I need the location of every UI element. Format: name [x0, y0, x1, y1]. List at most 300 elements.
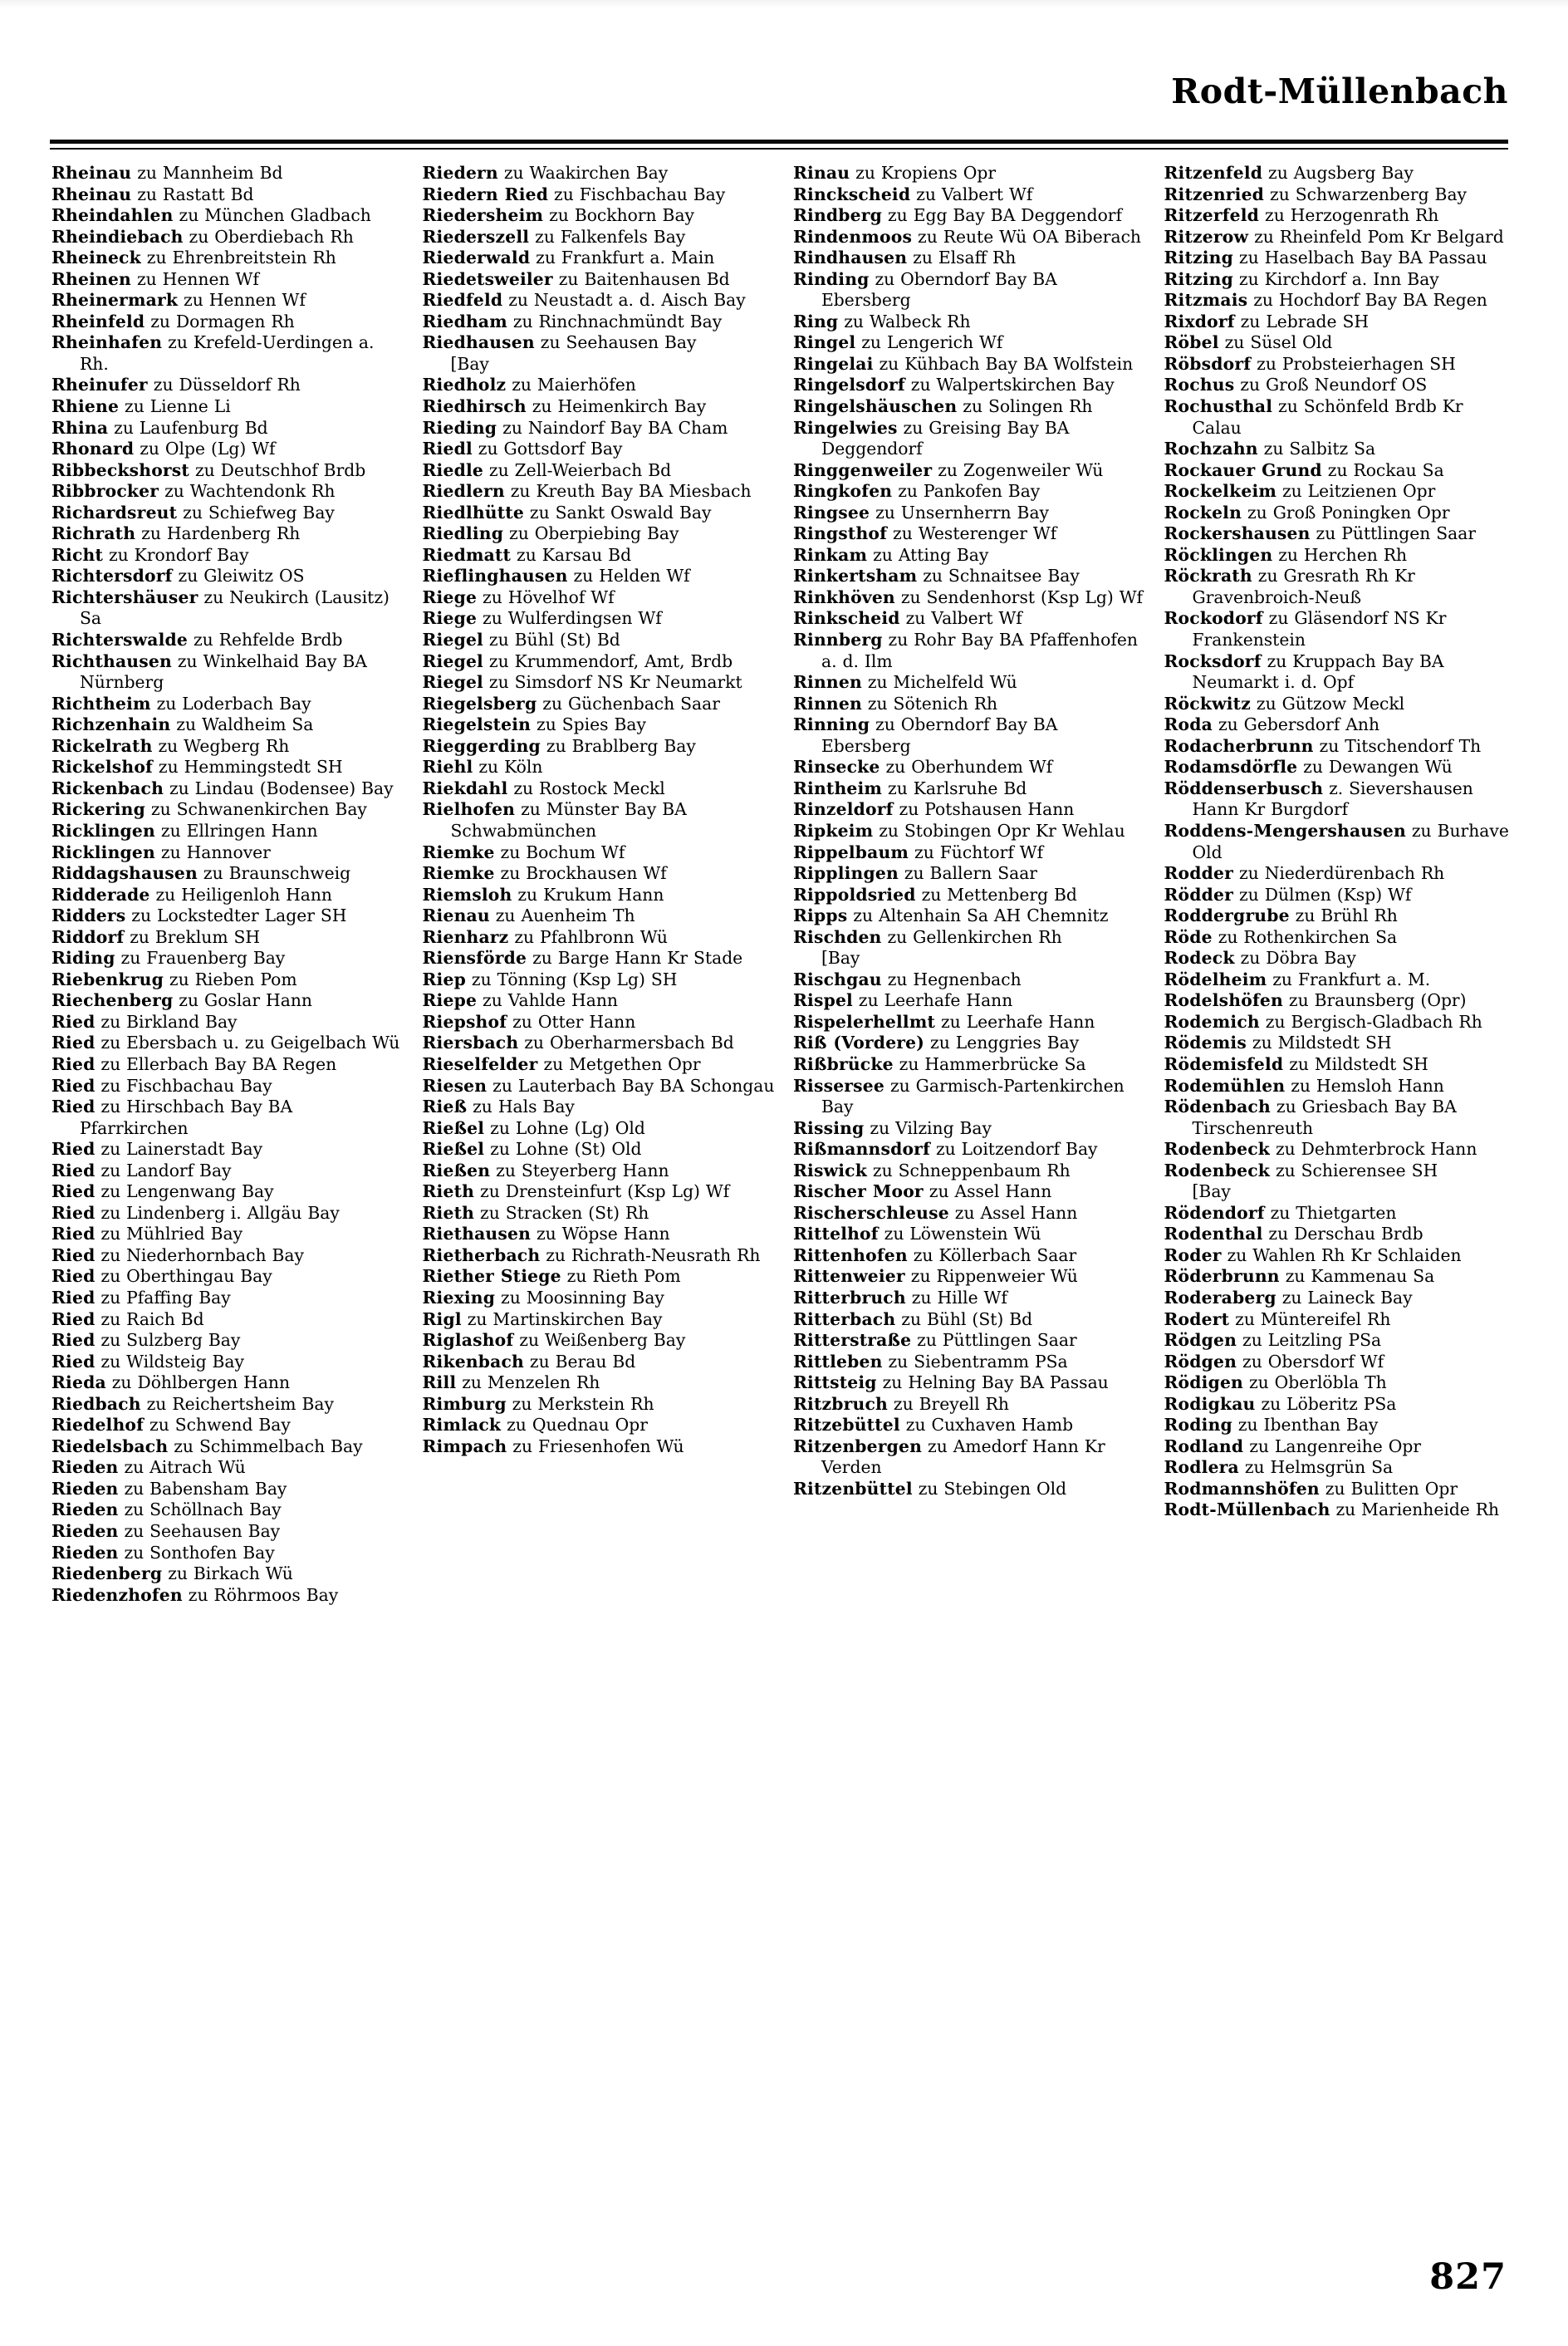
- entry-headword: Rochzahn: [1164, 439, 1258, 459]
- entry-reference: zu Maierhöfen: [506, 375, 636, 395]
- entry-headword: Rinnen: [793, 693, 862, 714]
- entry-headword: Rheinen: [51, 268, 132, 289]
- gazetteer-entry: [423, 503, 776, 524]
- entry-reference: zu Lohne (Lg) Old: [484, 1117, 645, 1138]
- gazetteer-entry: [793, 1352, 1146, 1373]
- gazetteer-entry: [51, 1224, 404, 1245]
- entry-headword: Rödemisfeld: [1164, 1053, 1284, 1074]
- entry-reference: zu Lainerstadt Bay: [95, 1139, 263, 1160]
- entry-headword: Rodenbeck: [1164, 1139, 1270, 1160]
- gazetteer-entry: [51, 418, 404, 439]
- entry-headword: Riegel: [422, 672, 483, 693]
- gazetteer-entry: [51, 481, 404, 503]
- gazetteer-entry: [793, 1161, 1146, 1182]
- entry-headword: Roddergrube: [1164, 906, 1290, 926]
- entry-reference: zu Falkenfels Bay: [529, 226, 686, 247]
- gazetteer-entry: [1164, 778, 1517, 821]
- gazetteer-entry: [51, 842, 404, 864]
- gazetteer-entry: [793, 630, 1146, 672]
- gazetteer-entry: [793, 694, 1146, 715]
- entry-headword: Riebenkrug: [51, 969, 164, 989]
- entry-reference: zu Brablberg Bay: [540, 735, 696, 756]
- gazetteer-entry: [793, 375, 1146, 396]
- gazetteer-entry: [793, 969, 1146, 991]
- entry-headword: Richtershäuser: [51, 586, 198, 607]
- entry-headword: Roddens-Mengershausen: [1164, 820, 1406, 841]
- entry-headword: Röbel: [1164, 332, 1219, 353]
- gazetteer-entry: [1164, 396, 1517, 439]
- entry-reference: zu Lohne (St) Old: [484, 1139, 642, 1160]
- entry-reference: zu Stobingen Opr Kr Wehlau: [873, 820, 1125, 841]
- entry-reference: zu Olpe (Lg) Wf: [134, 439, 276, 459]
- entry-reference: zu Waldheim Sa: [170, 714, 314, 735]
- entry-reference: zu Gellenkirchen Rh [Bay: [821, 926, 1154, 969]
- entry-headword: Riechenberg: [51, 990, 174, 1011]
- gazetteer-entry: [423, 1161, 776, 1182]
- entry-reference: zu Cuxhaven Hamb: [899, 1415, 1074, 1436]
- entry-reference: zu Sonthofen Bay: [118, 1542, 275, 1563]
- entry-reference: zu Kruppach Bay BA Neumarkt i. d. Opf: [1192, 650, 1450, 693]
- gazetteer-entry: [1164, 375, 1517, 396]
- gazetteer-entry: [423, 1288, 776, 1309]
- entry-headword: Rißbrücke: [793, 1053, 894, 1074]
- entry-reference: zu Löberitz PSa: [1255, 1393, 1397, 1414]
- entry-headword: Riedhausen: [422, 332, 535, 353]
- gazetteer-entry: [51, 1309, 404, 1331]
- gazetteer-entry: [793, 332, 1146, 354]
- entry-headword: Ringelwies: [793, 417, 898, 438]
- gazetteer-entry: [51, 1288, 404, 1309]
- entry-reference: zu Leitzling PSa: [1237, 1330, 1382, 1351]
- entry-headword: Rödgen: [1164, 1330, 1237, 1351]
- entry-reference: zu Niederhornbach Bay: [95, 1244, 304, 1265]
- gazetteer-entry: [423, 885, 776, 906]
- gazetteer-entry: [423, 863, 776, 885]
- entry-reference: zu Bulitten Opr: [1319, 1478, 1458, 1499]
- entry-headword: Rinkhöven: [793, 586, 895, 607]
- gazetteer-entry: [423, 1033, 776, 1054]
- gazetteer-entry: [793, 523, 1146, 545]
- gazetteer-entry: [51, 630, 404, 651]
- entry-headword: Rödenbach: [1164, 1097, 1271, 1117]
- entry-reference: zu Wildsteig Bay: [95, 1351, 244, 1372]
- entry-headword: Ried: [51, 1202, 96, 1223]
- entry-reference: zu Oberndorf Bay BA Ebersberg: [821, 268, 1063, 311]
- entry-headword: Röderbrunn: [1164, 1266, 1280, 1287]
- gazetteer-entry: [51, 290, 404, 312]
- entry-headword: Ried: [51, 1287, 96, 1308]
- entry-reference: zu Dewangen Wü: [1297, 757, 1453, 778]
- entry-headword: Rigl: [422, 1308, 462, 1329]
- entry-reference: zu Gebersdorf Anh: [1213, 714, 1380, 735]
- entry-reference: zu Füchtorf Wf: [909, 842, 1044, 862]
- gazetteer-entry: [1164, 1033, 1517, 1054]
- entry-headword: Rixdorf: [1164, 311, 1235, 331]
- entry-reference: zu Oberpiebing Bay: [503, 523, 679, 544]
- entry-reference: zu Walpertskirchen Bay: [904, 375, 1115, 395]
- gazetteer-entry: [1164, 269, 1517, 291]
- entry-headword: Riemke: [422, 863, 495, 884]
- entry-reference: zu Potshausen Hann: [893, 799, 1075, 820]
- gazetteer-entry: [793, 503, 1146, 524]
- entry-reference: zu Valbert Wf: [910, 184, 1033, 204]
- entry-reference: zu Lockstedter Lager SH: [125, 906, 347, 926]
- entry-headword: Ripkeim: [793, 820, 874, 841]
- gazetteer-entry: [51, 1181, 404, 1203]
- entry-headword: Ried: [51, 1181, 96, 1202]
- entry-reference: zu Dehmterbrock Hann: [1270, 1139, 1477, 1160]
- entry-headword: Riß (Vordere): [793, 1033, 925, 1053]
- gazetteer-entry: [793, 926, 1154, 969]
- gazetteer-entry: [423, 418, 776, 439]
- gazetteer-entry: [51, 460, 404, 482]
- entry-headword: Rheindahlen: [51, 205, 174, 226]
- entry-headword: Roderaberg: [1164, 1287, 1276, 1308]
- entry-reference: zu Herchen Rh: [1272, 544, 1408, 565]
- column-1: [51, 163, 404, 2246]
- entry-headword: Rheineck: [51, 248, 141, 268]
- gazetteer-entry: [51, 694, 404, 715]
- gazetteer-entry: [793, 1224, 1146, 1245]
- entry-headword: Ringel: [793, 332, 856, 353]
- gazetteer-entry: [423, 1330, 776, 1352]
- gazetteer-entry: [51, 439, 404, 460]
- running-head-title: Rodt-Müllenbach: [1171, 71, 1508, 111]
- entry-headword: Riedham: [422, 311, 507, 331]
- entry-headword: Rockodorf: [1164, 608, 1263, 629]
- entry-reference: zu Sötenich Rh: [861, 693, 998, 714]
- entry-headword: Riedlhütte: [422, 502, 524, 523]
- entry-headword: Rodlera: [1164, 1457, 1239, 1478]
- entry-reference: zu Püttlingen Saar: [911, 1330, 1077, 1351]
- entry-reference: zu Schneppenbaum Rh: [866, 1160, 1071, 1180]
- entry-headword: Röckwitz: [1164, 693, 1251, 714]
- gazetteer-entry: [1164, 566, 1517, 608]
- entry-headword: Riederszell: [422, 226, 530, 247]
- gazetteer-entry: [423, 927, 776, 949]
- entry-reference: zu Greising Bay BA Deggendorf: [821, 417, 1076, 459]
- entry-reference: zu Probsteierhagen SH: [1251, 353, 1456, 374]
- entry-headword: Rießen: [422, 1160, 491, 1180]
- entry-reference: zu Hegnenbach: [881, 969, 1022, 989]
- entry-reference: zu Ebersbach u. zu Geigelbach Wü: [95, 1033, 400, 1053]
- entry-reference: zu Püttlingen Saar: [1310, 523, 1477, 544]
- entry-reference: zu Waakirchen Bay: [497, 163, 669, 183]
- entry-reference: zu Hals Bay: [467, 1097, 575, 1117]
- entry-headword: Rielhofen: [422, 799, 516, 820]
- gazetteer-entry: [1164, 757, 1517, 778]
- gazetteer-entry: [793, 545, 1146, 567]
- entry-headword: Rodert: [1164, 1308, 1230, 1329]
- entry-reference: zu Güchenbach Saar: [537, 693, 720, 714]
- gazetteer-entry: [1164, 906, 1517, 927]
- entry-reference: zu Siebentramm PSa: [882, 1351, 1068, 1372]
- entry-reference: zu Heimenkirch Bay: [526, 396, 707, 417]
- gazetteer-entry: [1164, 184, 1517, 206]
- entry-reference: zu Helmsgrün Sa: [1238, 1457, 1394, 1478]
- gazetteer-entry: [51, 1012, 404, 1033]
- entry-headword: Roda: [1164, 714, 1213, 735]
- entry-reference: zu Wahlen Rh Kr Schlaiden: [1221, 1244, 1462, 1265]
- entry-reference: zu Weißenberg Bay: [513, 1330, 686, 1351]
- gazetteer-entry: [793, 396, 1146, 418]
- gazetteer-entry: [1164, 460, 1517, 482]
- entry-headword: Ricklingen: [51, 820, 155, 841]
- entry-reference: zu Hemmingstedt SH: [152, 757, 343, 778]
- entry-headword: Richterswalde: [51, 630, 189, 650]
- gazetteer-entry: [423, 375, 776, 396]
- gazetteer-entry: [793, 672, 1146, 694]
- gazetteer-entry: [423, 227, 776, 248]
- gazetteer-entry: [793, 184, 1146, 206]
- entry-reference: zu Wöpse Hann: [531, 1224, 670, 1244]
- entry-reference: zu Frauenberg Bay: [115, 948, 286, 969]
- entry-reference: zu Frankfurt a. Main: [530, 248, 715, 268]
- entry-headword: Rickelshof: [51, 757, 153, 778]
- entry-headword: Rödder: [1164, 884, 1234, 905]
- entry-reference: zu Neustadt a. d. Aisch Bay: [502, 290, 746, 311]
- gazetteer-entry: [51, 990, 404, 1012]
- gazetteer-entry: [423, 1224, 776, 1245]
- entry-headword: Roder: [1164, 1244, 1222, 1265]
- entry-headword: Ringsee: [793, 502, 870, 523]
- entry-reference: zu Dormagen Rh: [145, 311, 295, 331]
- entry-reference: zu Frankfurt a. M.: [1267, 969, 1431, 989]
- entry-reference: zu Braunschweig: [197, 863, 351, 884]
- gazetteer-entry: [423, 248, 776, 269]
- gazetteer-entry: [51, 799, 404, 821]
- entry-headword: Rippelbaum: [793, 842, 909, 862]
- entry-headword: Rochusthal: [1164, 396, 1273, 417]
- entry-reference: zu Lengenwang Bay: [95, 1181, 274, 1202]
- entry-reference: zu Karlsruhe Bd: [882, 778, 1027, 798]
- entry-reference: zu Ibenthan Bay: [1232, 1415, 1379, 1436]
- entry-headword: Riesen: [422, 1075, 488, 1096]
- gazetteer-entry: [423, 1352, 776, 1373]
- gazetteer-entry: [423, 312, 776, 333]
- column-3: [793, 163, 1154, 2246]
- entry-reference: zu Oberdiebach Rh: [183, 226, 354, 247]
- gazetteer-entry: [51, 1543, 404, 1564]
- gazetteer-entry: [51, 1479, 404, 1500]
- entry-reference: zu Rostock Meckl: [507, 778, 665, 798]
- entry-reference: zu Bockhorn Bay: [543, 205, 695, 226]
- gazetteer-entry: [423, 184, 776, 206]
- entry-reference: z. Sievershausen Hann Kr Burgdorf: [1192, 778, 1479, 820]
- entry-headword: Rieggerding: [422, 735, 541, 756]
- gazetteer-entry: [1164, 694, 1517, 715]
- entry-reference: zu Aitrach Wü: [118, 1457, 246, 1478]
- entry-reference: zu Lindenberg i. Allgäu Bay: [95, 1202, 340, 1223]
- entry-reference: zu Atting Bay: [867, 544, 989, 565]
- gazetteer-entry: [51, 1330, 404, 1352]
- entry-headword: Ried: [51, 1097, 96, 1117]
- entry-headword: Riedholz: [422, 375, 507, 395]
- entry-reference: zu Köllerbach Saar: [907, 1244, 1077, 1265]
- gazetteer-entry: [423, 1203, 776, 1225]
- entry-headword: Ridders: [51, 906, 126, 926]
- gazetteer-entry: [1164, 1499, 1517, 1521]
- entry-headword: Ritterstraße: [793, 1330, 912, 1351]
- gazetteer-entry: [423, 630, 776, 651]
- gazetteer-entry: [51, 1203, 404, 1225]
- entry-headword: Rheinufer: [51, 375, 148, 395]
- entry-reference: zu Babensham Bay: [118, 1478, 287, 1499]
- gazetteer-entry: [1164, 248, 1517, 269]
- entry-headword: Riedmatt: [422, 544, 512, 565]
- entry-headword: Riedetsweiler: [422, 268, 553, 289]
- entry-headword: Riepe: [422, 990, 478, 1011]
- entry-headword: Rimlack: [422, 1415, 502, 1436]
- gazetteer-entry: [1164, 736, 1517, 758]
- gazetteer-entry: [423, 545, 776, 567]
- entry-headword: Rhiene: [51, 396, 120, 417]
- gazetteer-entry: [423, 290, 776, 312]
- entry-reference: zu Münster Bay BA Schwabmünchen: [450, 799, 693, 841]
- entry-headword: Riepshof: [422, 1011, 507, 1032]
- gazetteer-entry: [51, 1499, 404, 1521]
- entry-headword: Rocksdorf: [1164, 650, 1262, 671]
- gazetteer-entry: [793, 885, 1146, 906]
- entry-headword: Ritzing: [1164, 268, 1233, 289]
- entry-reference: zu Sulzberg Bay: [95, 1330, 241, 1351]
- gazetteer-entry: [1164, 1224, 1517, 1245]
- entry-headword: Rinzeldorf: [793, 799, 894, 820]
- entry-headword: Riehl: [422, 757, 473, 778]
- entry-reference: zu Ballern Saar: [898, 863, 1037, 884]
- entry-headword: Riekdahl: [422, 778, 508, 798]
- gazetteer-entry: [423, 1266, 776, 1288]
- entry-reference: zu Rehfelde Brdb: [188, 630, 343, 650]
- entry-headword: Riedhirsch: [422, 396, 527, 417]
- entry-headword: Riensförde: [422, 948, 527, 969]
- gazetteer-entry: [423, 714, 776, 736]
- entry-headword: Rödigen: [1164, 1372, 1243, 1393]
- gazetteer-entry: [51, 948, 404, 969]
- entry-reference: zu Heiligenloh Hann: [149, 884, 332, 905]
- gazetteer-entry: [51, 885, 404, 906]
- entry-reference: zu Schierensee SH [Bay: [1192, 1160, 1531, 1202]
- entry-headword: Ringelshäuschen: [793, 396, 958, 417]
- gazetteer-entry: [793, 842, 1146, 864]
- entry-headword: Rhonard: [51, 439, 135, 459]
- entry-reference: zu Seehausen Bay: [118, 1521, 281, 1541]
- gazetteer-entry: [51, 1245, 404, 1267]
- gazetteer-entry: [1164, 290, 1517, 312]
- gazetteer-entry: [423, 566, 776, 587]
- gazetteer-entry: [1164, 608, 1517, 650]
- entry-headword: Rintheim: [793, 778, 883, 798]
- gazetteer-entry: [1164, 1054, 1517, 1076]
- gazetteer-entry: [423, 396, 776, 418]
- entry-headword: Rittelhof: [793, 1224, 879, 1244]
- entry-headword: Rhina: [51, 417, 109, 438]
- gazetteer-entry: [1164, 1457, 1517, 1479]
- gazetteer-entry: [1164, 1139, 1517, 1161]
- entry-headword: Rinkertsham: [793, 566, 918, 586]
- entry-headword: Ritterbach: [793, 1308, 896, 1329]
- entry-headword: Rodigkau: [1164, 1393, 1256, 1414]
- gazetteer-entry: [1164, 1330, 1517, 1352]
- gazetteer-entry: [423, 1139, 776, 1161]
- entry-headword: Rieden: [51, 1457, 119, 1478]
- entry-headword: Rinckscheid: [793, 184, 911, 204]
- entry-reference: zu Seehausen Bay [Bay: [450, 332, 789, 374]
- entry-reference: zu Amedorf Hann Kr Verden: [821, 1436, 1111, 1478]
- entry-reference: zu Deutschhof Brdb: [189, 459, 366, 480]
- entry-headword: Rodeck: [1164, 948, 1235, 969]
- entry-reference: zu Derschau Brdb: [1262, 1224, 1423, 1244]
- entry-headword: Ritzebüttel: [793, 1415, 900, 1436]
- entry-reference: zu Lengerich Wf: [855, 332, 1003, 353]
- gazetteer-entry: [793, 1012, 1146, 1033]
- entry-headword: Riemke: [422, 842, 495, 862]
- gazetteer-entry: [793, 1288, 1146, 1309]
- gazetteer-entry: [423, 1394, 776, 1416]
- entry-reference: zu Goslar Hann: [173, 990, 312, 1011]
- gazetteer-entry: [423, 948, 776, 969]
- entry-headword: Riexing: [422, 1287, 496, 1308]
- entry-reference: zu Rieth Pom: [561, 1266, 681, 1287]
- entry-headword: Rodenbeck: [1164, 1160, 1270, 1180]
- entry-reference: zu Laineck Bay: [1276, 1287, 1413, 1308]
- entry-reference: zu Fischbachau Bay: [95, 1075, 272, 1096]
- entry-headword: Ried: [51, 1053, 96, 1074]
- entry-reference: zu Zogenweiler Wü: [932, 459, 1104, 480]
- entry-reference: zu Gützow Meckl: [1250, 693, 1405, 714]
- gazetteer-entry: [793, 1309, 1146, 1331]
- entry-headword: Rockeln: [1164, 502, 1242, 523]
- entry-reference: zu Assel Hann: [923, 1181, 1052, 1202]
- gazetteer-entry: [51, 1394, 404, 1416]
- entry-reference: zu Oberthingau Bay: [95, 1266, 272, 1287]
- entry-reference: zu Otter Hann: [507, 1011, 636, 1032]
- entry-reference: zu Sendenhorst (Ksp Lg) Wf: [894, 586, 1144, 607]
- gazetteer-entry: [51, 375, 404, 396]
- entry-headword: Rödemis: [1164, 1033, 1247, 1053]
- entry-headword: Roding: [1164, 1415, 1232, 1436]
- entry-headword: Riethausen: [422, 1224, 532, 1244]
- column-4: [1164, 163, 1531, 2246]
- gazetteer-entry: [1164, 948, 1517, 969]
- gazetteer-entry: [1164, 1352, 1517, 1373]
- gazetteer-entry: [1164, 821, 1517, 863]
- gazetteer-entry: [51, 227, 404, 248]
- gazetteer-entry: [793, 990, 1146, 1012]
- gazetteer-entry: [51, 778, 404, 800]
- entry-reference: zu Merkstein Rh: [506, 1393, 654, 1414]
- entry-headword: Richthausen: [51, 650, 172, 671]
- gazetteer-entry: [423, 757, 776, 778]
- entry-headword: Ritzenbüttel: [793, 1478, 913, 1499]
- gazetteer-entry: [1164, 714, 1517, 736]
- entry-headword: Rieflinghausen: [422, 566, 568, 586]
- gazetteer-entry: [793, 1054, 1146, 1076]
- gazetteer-entry: [51, 1585, 404, 1607]
- entry-reference: zu Wegberg Rh: [152, 735, 290, 756]
- entry-reference: zu Raich Bd: [95, 1308, 204, 1329]
- entry-headword: Ritzerfeld: [1164, 205, 1260, 226]
- gazetteer-entry: [51, 503, 404, 524]
- entry-headword: Rienau: [422, 906, 490, 926]
- entry-reference: zu Reute Wü OA Biberach: [912, 226, 1141, 247]
- entry-reference: zu Stracken (St) Rh: [474, 1202, 649, 1223]
- entry-headword: Rimpach: [422, 1436, 507, 1456]
- entry-headword: Riedelhof: [51, 1415, 145, 1436]
- gazetteer-entry: [793, 1394, 1146, 1416]
- entry-headword: Ried: [51, 1330, 96, 1351]
- entry-reference: zu Sankt Oswald Bay: [523, 502, 712, 523]
